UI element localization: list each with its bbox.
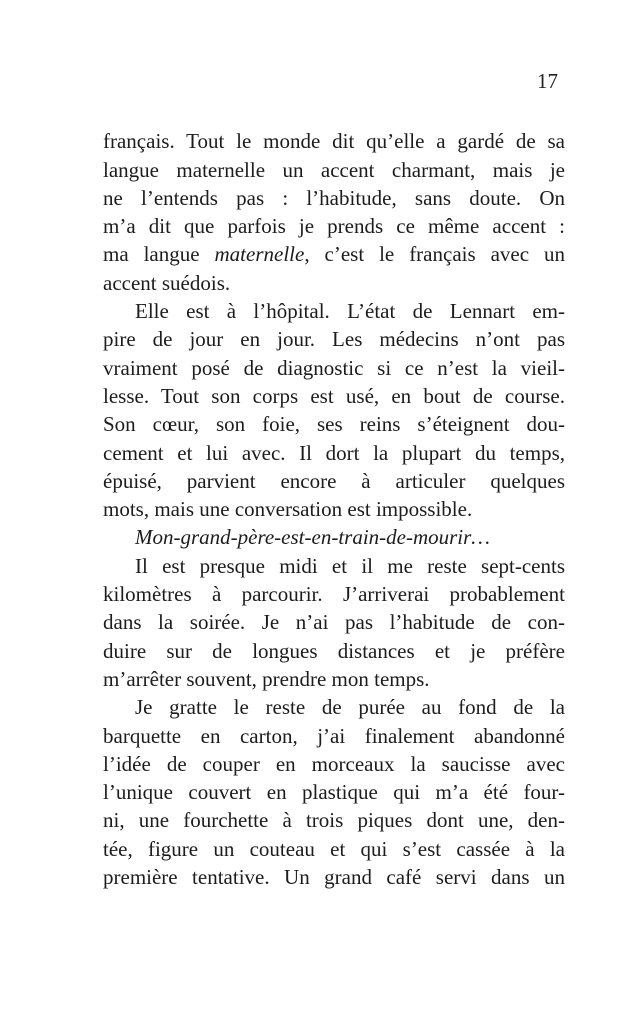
text-segment: m’a dit que parfois je prends ce même accent :	[103, 214, 565, 239]
text-line	[103, 439, 565, 467]
text-segment: Son cœur, son foie, ses reins s’éteignent dou-	[103, 412, 565, 437]
text-line	[103, 297, 565, 325]
book-page	[103, 0, 565, 1013]
text-segment: Il est presque midi et il me reste sept-cents	[135, 553, 565, 578]
text-line	[103, 240, 565, 268]
text-line	[103, 467, 565, 495]
text-segment: ne l’entends pas : l’habitude, sans doute. On	[103, 185, 565, 210]
text-line	[103, 382, 565, 410]
text-segment: ni, une fourchette à trois piques dont une, den-	[103, 808, 565, 833]
text-line	[103, 693, 565, 721]
text-segment: première tentative. Un grand café servi dans un	[103, 865, 565, 890]
text-segment: , c’est le français avec un	[304, 242, 565, 267]
text-segment: duire sur de longues distances et je préfère	[103, 638, 565, 663]
text-line	[103, 778, 565, 806]
text-line	[103, 863, 565, 891]
text-segment: langue maternelle un accent charmant, mais je	[103, 157, 565, 182]
text-segment: tée, figure un couteau et qui s’est cassée à la	[103, 836, 565, 861]
page-number: 17	[537, 69, 558, 93]
italic-text-segment: Mon-grand-père-est-en-train-de-mourir…	[135, 525, 490, 550]
text-segment: vraiment posé de diagnostic si ce n’est la vieil-	[103, 355, 565, 380]
text-line	[103, 637, 565, 665]
text-segment: pire de jour en jour. Les médecins n’ont pas	[103, 327, 565, 352]
text-line	[103, 580, 565, 608]
text-segment: barquette en carton, j’ai finalement abandonné	[103, 723, 565, 748]
text-segment: kilomètres à parcourir. J’arriverai probablement	[103, 582, 565, 607]
text-segment: accent suédois.	[103, 270, 231, 295]
text-line	[103, 665, 565, 693]
text-line	[103, 495, 565, 523]
text-line	[103, 608, 565, 636]
text-segment: mots, mais une conversation est impossible.	[103, 497, 473, 522]
text-line	[103, 552, 565, 580]
text-segment: l’unique couvert en plastique qui m’a été four-	[103, 780, 565, 805]
text-segment: Je gratte le reste de purée au fond de la	[135, 695, 565, 720]
text-line	[103, 750, 565, 778]
text-segment: l’idée de couper en morceaux la saucisse avec	[103, 751, 565, 776]
text-line	[103, 806, 565, 834]
text-line	[103, 354, 565, 382]
text-segment: français. Tout le monde dit qu’elle a gardé de sa	[103, 129, 565, 154]
text-line	[103, 325, 565, 353]
text-segment: m’arrêter souvent, prendre mon temps.	[103, 666, 430, 691]
text-segment: lesse. Tout son corps est usé, en bout de course.	[103, 383, 565, 408]
text-segment: dans la soirée. Je n’ai pas l’habitude de con-	[103, 610, 565, 635]
text-line	[103, 212, 565, 240]
text-line	[103, 127, 565, 155]
text-line	[103, 523, 565, 551]
text-segment: Elle est à l’hôpital. L’état de Lennart em-	[135, 299, 565, 324]
text-line	[103, 410, 565, 438]
page-text	[103, 127, 565, 891]
text-segment: cement et lui avec. Il dort la plupart du temps,	[103, 440, 565, 465]
text-segment: ma langue	[103, 242, 215, 267]
italic-text-segment: maternelle	[214, 242, 305, 267]
text-segment: épuisé, parvient encore à articuler quelques	[103, 468, 565, 493]
text-line	[103, 184, 565, 212]
text-line	[103, 269, 565, 297]
text-line	[103, 156, 565, 184]
text-line	[103, 835, 565, 863]
text-line	[103, 722, 565, 750]
